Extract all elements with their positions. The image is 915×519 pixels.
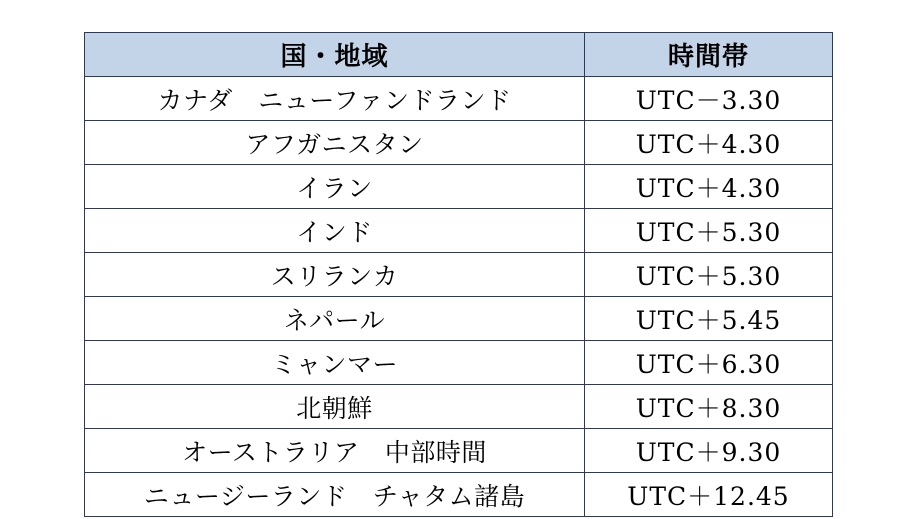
cell-region: ニュージーランド チャタム諸島 [85,473,585,517]
table-row [85,385,833,429]
cell-region: ネパール [85,297,585,341]
timezone-table [84,32,833,517]
cell-region: イラン [85,165,585,209]
table-row [85,209,833,253]
table-header [85,33,833,77]
cell-offset: UTC＋5.30 [585,209,833,253]
table-row [85,165,833,209]
cell-region: スリランカ [85,253,585,297]
table-row [85,121,833,165]
cell-offset: UTC＋9.30 [585,429,833,473]
cell-region: インド [85,209,585,253]
cell-offset: UTC＋5.45 [585,297,833,341]
cell-offset: UTC＋6.30 [585,341,833,385]
column-header-offset: 時間帯 [585,33,833,77]
cell-region: カナダ ニューファンドランド [85,77,585,121]
cell-offset: UTC＋4.30 [585,121,833,165]
table-row [85,297,833,341]
timezone-table-container [84,32,832,517]
cell-offset: UTC＋5.30 [585,253,833,297]
cell-region: アフガニスタン [85,121,585,165]
cell-offset: UTC－3.30 [585,77,833,121]
table-row [85,253,833,297]
column-header-region: 国・地域 [85,33,585,77]
cell-offset: UTC＋12.45 [585,473,833,517]
cell-region: ミャンマー [85,341,585,385]
cell-region: オーストラリア 中部時間 [85,429,585,473]
table-header-row [85,33,833,77]
table-row [85,473,833,517]
table-row [85,77,833,121]
table-row [85,341,833,385]
cell-region: 北朝鮮 [85,385,585,429]
cell-offset: UTC＋4.30 [585,165,833,209]
cell-offset: UTC＋8.30 [585,385,833,429]
table-body [85,77,833,517]
table-row [85,429,833,473]
